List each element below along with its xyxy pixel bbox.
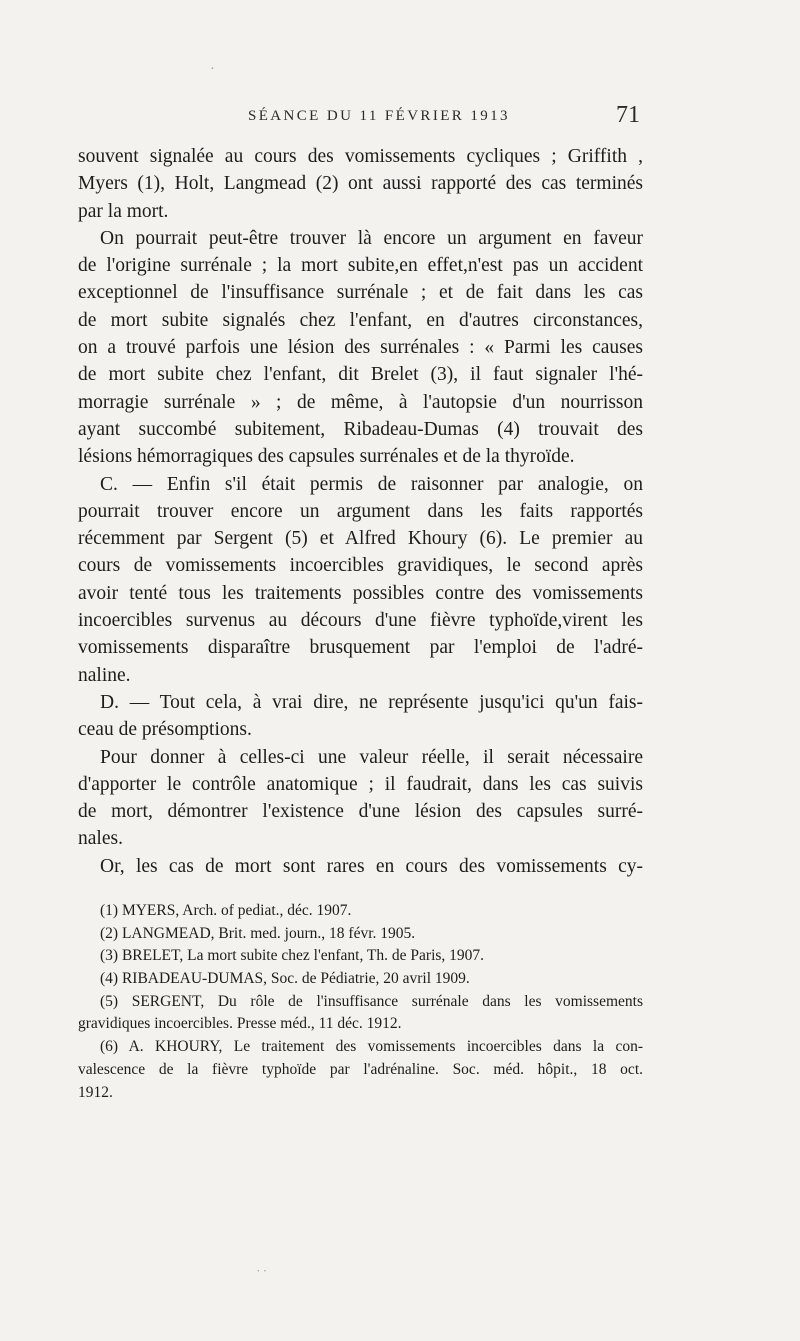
text-line: On pourrait peut-être trouver là encore un argument en faveur [100, 227, 643, 249]
text-line: de mort subite chez l'enfant, dit Brelet (3), il faut signaler l'hé- [78, 364, 643, 386]
text-line: souvent signalée au cours des vomissements cycliques ; Griffith , [78, 146, 643, 167]
footnotes [78, 900, 643, 1104]
text-line: D. — Tout cela, à vrai dire, ne représente jusqu'ici qu'un fais- [100, 691, 643, 713]
text-line: naline. [78, 664, 131, 686]
footnote: (3) BRELET, La mort subite chez l'enfant, Th. de Paris, 1907. [100, 947, 485, 965]
footnote: (5) SERGENT, Du rôle de l'insuffisance surrénale dans les vomissements [100, 992, 643, 1010]
body-text [78, 143, 643, 880]
footnote-continuation: valescence de la fièvre typhoïde par l'adrénaline. Soc. méd. hôpit., 18 oct. [78, 1060, 643, 1078]
text-line: Pour donner à celles-ci une valeur réelle, il serait nécessaire [100, 746, 643, 768]
text-line: nales. [78, 828, 123, 850]
text-line: de l'origine surrénale ; la mort subite,en effet,n'est pas un accident [78, 255, 643, 277]
text-line: de mort, démontrer l'existence d'une lésion des capsules surré- [78, 801, 643, 823]
text-line: Or, les cas de mort sont rares en cours des vomissements cy- [100, 855, 643, 877]
footnote: (4) RIBADEAU-DUMAS, Soc. de Pédiatrie, 20 avril 1909. [100, 970, 470, 988]
header-title: SÉANCE DU 11 FÉVRIER 1913 [248, 108, 510, 124]
scan-speck: ˙˙ [256, 1268, 270, 1283]
text-line: de mort subite signalés chez l'enfant, en d'autres circonstances, [78, 309, 643, 331]
footnote: (1) MYERS, Arch. of pediat., déc. 1907. [100, 902, 352, 919]
text-line: vomissements disparaître brusquement par l'emploi de l'adré- [78, 637, 643, 659]
text-line: morragie surrénale » ; de même, à l'autopsie d'un nourrisson [78, 391, 643, 413]
text-line: Myers (1), Holt, Langmead (2) ont aussi rapporté des cas terminés [78, 173, 643, 195]
text-line: pourrait trouver encore un argument dans les faits rapportés [78, 500, 643, 522]
text-line: par la mort. [78, 200, 169, 222]
text-line: récemment par Sergent (5) et Alfred Khoury (6). Le premier au [78, 528, 643, 550]
text-line: avoir tenté tous les traitements possibles contre des vomissements [78, 582, 643, 604]
running-header [78, 102, 642, 132]
footnote-continuation: 1912. [78, 1083, 113, 1101]
text-line: C. — Enfin s'il était permis de raisonner par analogie, on [100, 473, 643, 495]
text-line: on a trouvé parfois une lésion des surrénales : « Parmi les causes [78, 337, 643, 359]
text-line: ceau de présomptions. [78, 719, 252, 741]
footnote: (2) LANGMEAD, Brit. med. journ., 18 févr. 1905. [100, 924, 416, 942]
text-line: exceptionnel de l'insuffisance surrénale ; et de fait dans les cas [78, 282, 643, 304]
footnote: (6) A. KHOURY, Le traitement des vomissements incoercibles dans la con- [100, 1038, 643, 1056]
text-line: lésions hémorragiques des capsules surrénales et de la thyroïde. [78, 446, 575, 468]
page-number: 71 [616, 102, 640, 128]
text-line: d'apporter le contrôle anatomique ; il faudrait, dans les cas suivis [78, 773, 643, 795]
scan-speck: · [210, 62, 215, 77]
footnote-continuation: gravidiques incoercibles. Presse méd., 11 déc. 1912. [78, 1015, 402, 1033]
text-line: cours de vomissements incoercibles gravidiques, le second après [78, 555, 643, 577]
text-line: incoercibles survenus au décours d'une fièvre typhoïde,virent les [78, 610, 643, 632]
text-line: ayant succombé subitement, Ribadeau-Dumas (4) trouvait des [78, 418, 643, 440]
